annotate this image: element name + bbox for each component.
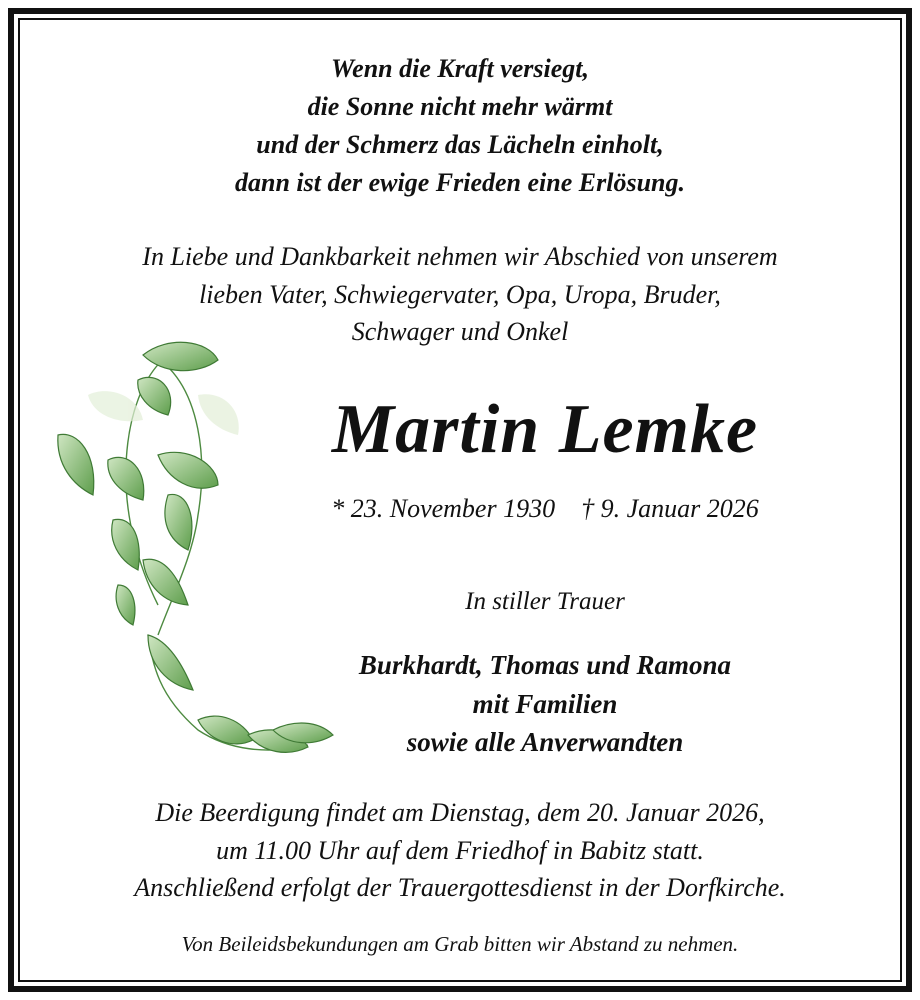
condolence-note: Von Beileidsbekundungen am Grab bitten wir Abstand zu nehmen. [181,932,739,956]
deceased-name: Martin Lemke [331,391,759,468]
funeral-line: Die Beerdigung findet am Dienstag, dem 20. Januar 2026, [155,798,765,827]
life-dates [135,494,920,524]
family-line: Burkhardt, Thomas und Ramona [358,650,732,680]
intro-line: In Liebe und Dankbarkeit nehmen wir Abschied von unserem [142,242,778,271]
mourning-heading: In stiller Trauer [465,588,625,615]
verse-line: und der Schmerz das Lächeln einholt, [256,130,664,159]
intro-line: lieben Vater, Schwiegervater, Opa, Uropa, Bruder, [199,280,721,309]
family-line: sowie alle Anverwandten [406,727,684,757]
verse-line: dann ist der ewige Frieden eine Erlösung. [235,168,685,197]
verse-line: die Sonne nicht mehr wärmt [307,92,613,121]
verse-line: Wenn die Kraft versiegt, [330,54,590,83]
intro-line: Schwager und Onkel [351,317,569,346]
death-date: † 9. Januar 2026 [581,494,759,523]
family-line: mit Familien [472,689,618,719]
funeral-line: um 11.00 Uhr auf dem Friedhof in Babitz statt. [216,836,704,865]
birth-date: * 23. November 1930 [331,494,556,523]
funeral-line: Anschließend erfolgt der Trauergottesdienst in der Dorfkirche. [134,873,786,902]
